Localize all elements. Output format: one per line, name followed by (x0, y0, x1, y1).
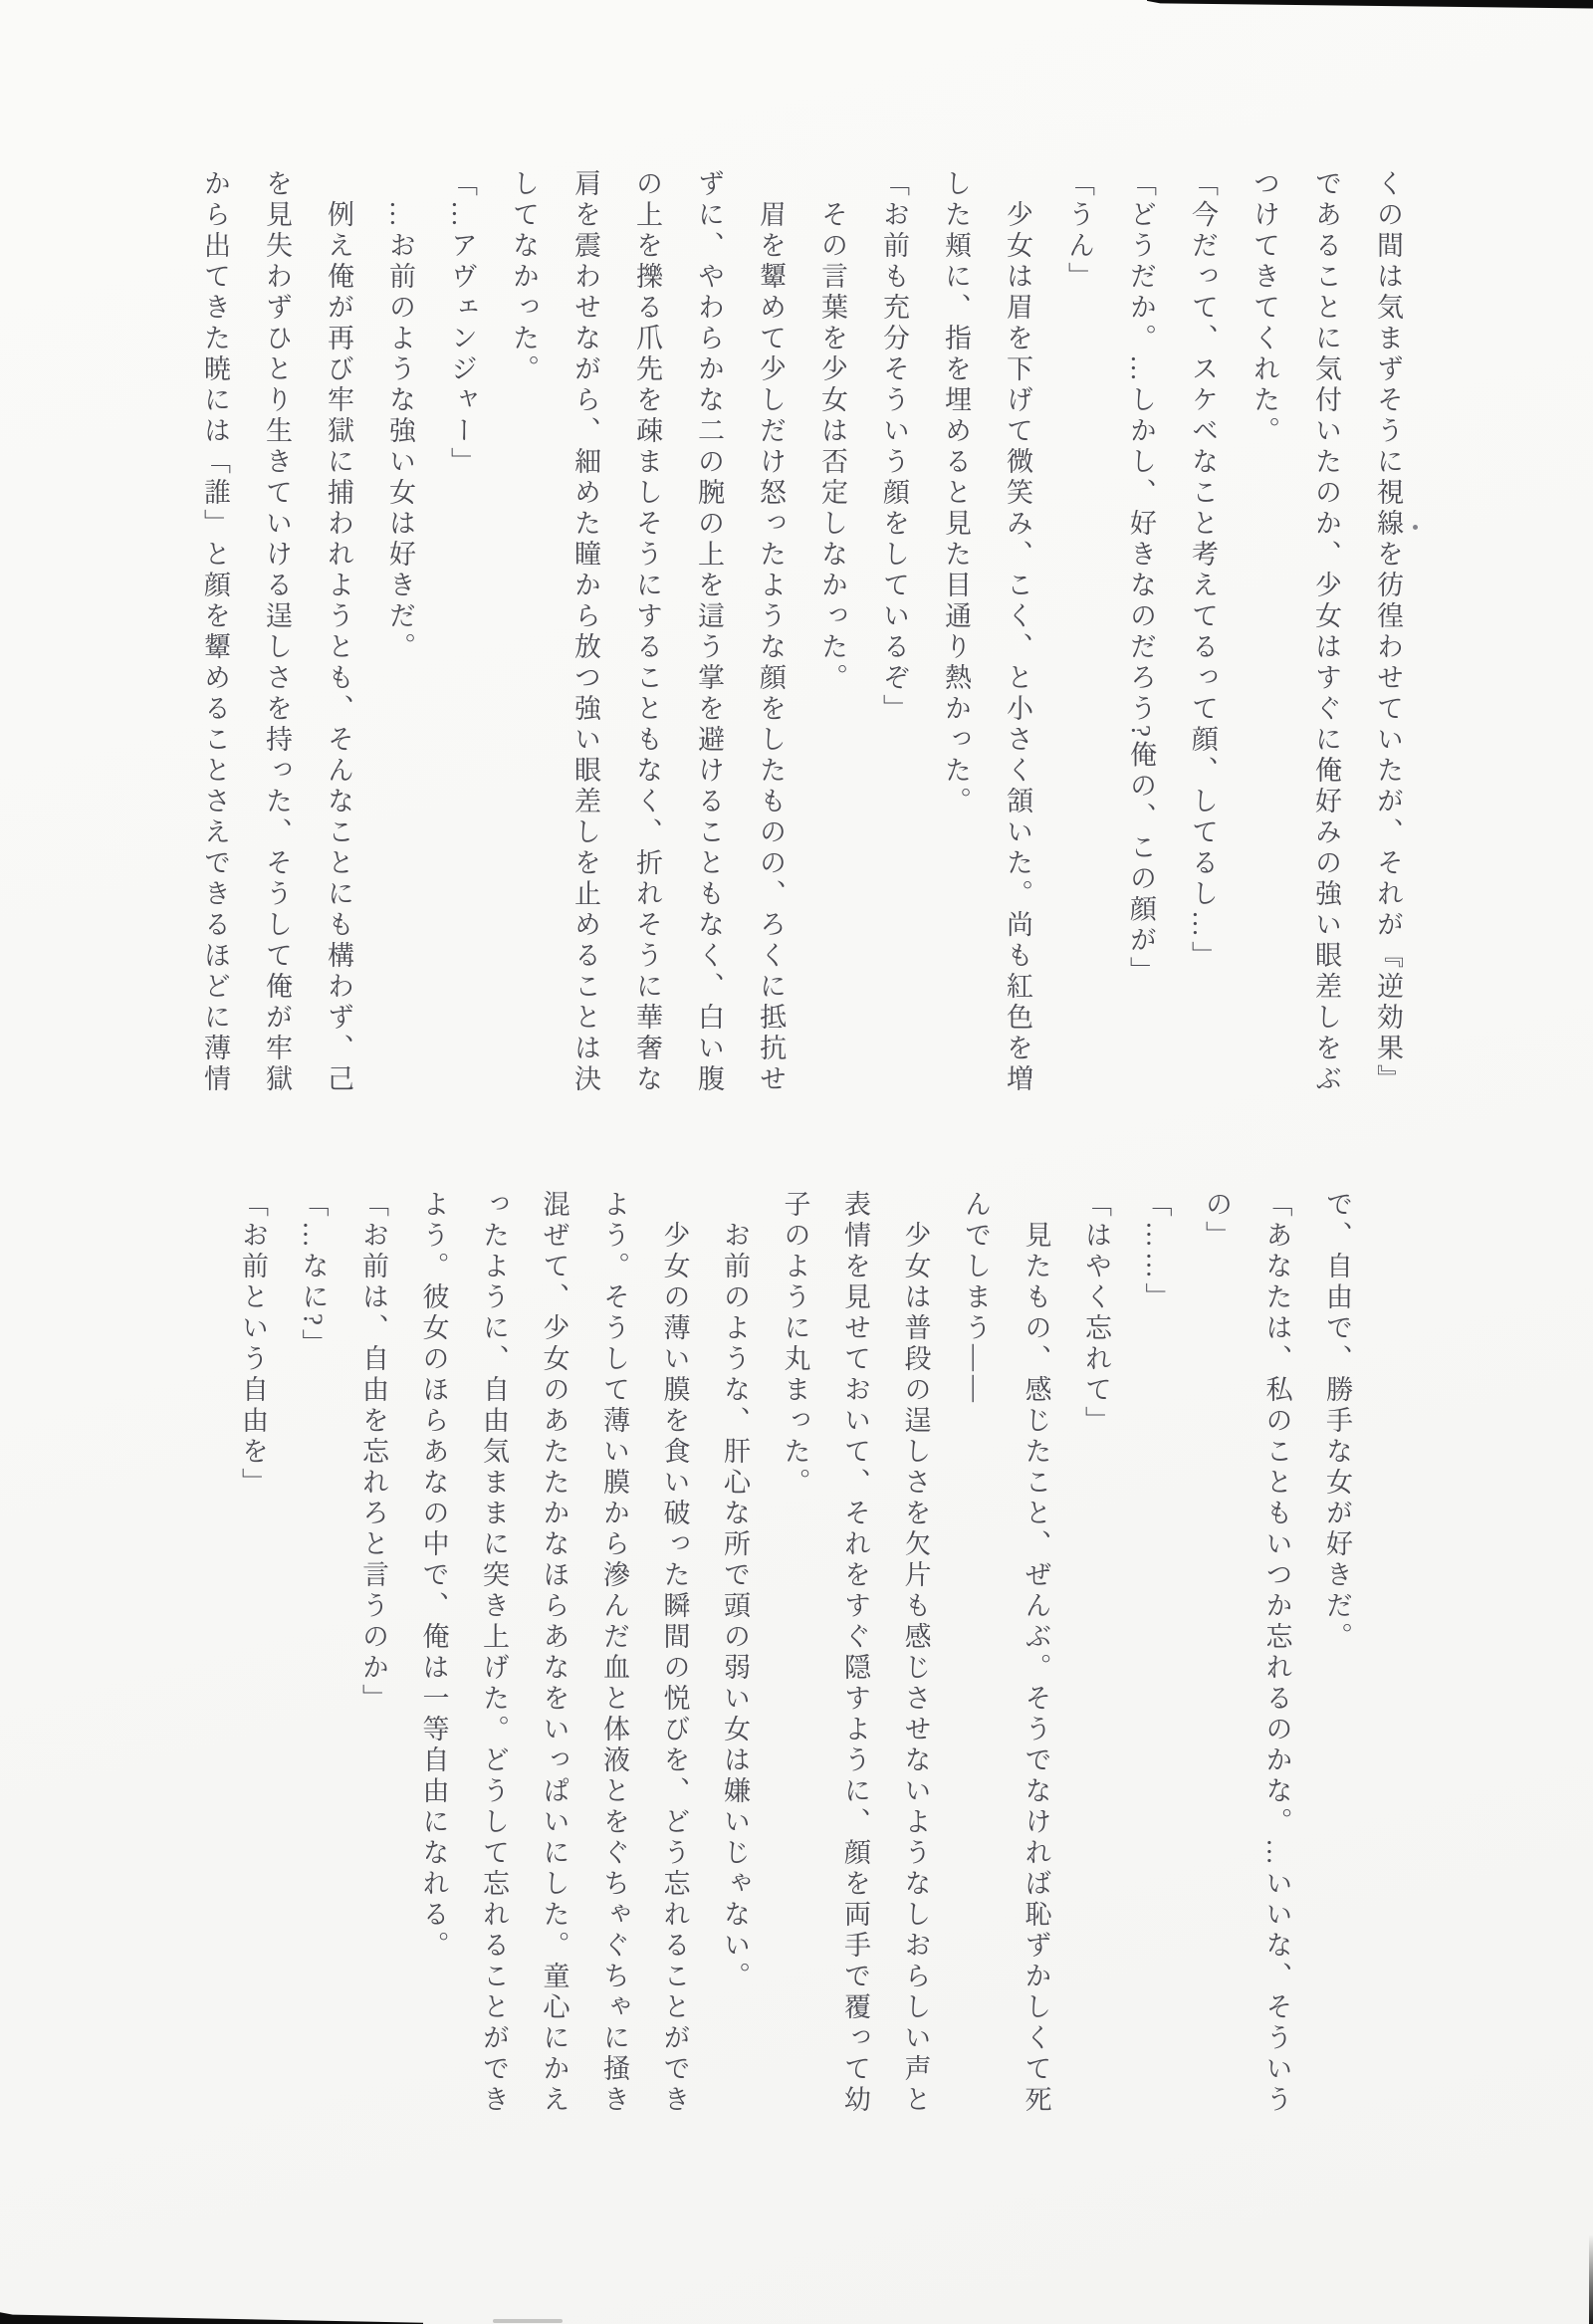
scan-edge-bottom-left (0, 2311, 423, 2324)
text-column: した頬に、指を埋めると見た目通り熱かった。 (941, 169, 971, 817)
text-column: の上を擽る爪先を疎ましそうにすることもなく、折れそうに華奢な (632, 169, 662, 1095)
text-column: 「はやく忘れて」 (1081, 1190, 1111, 1437)
scan-smudge-bottom (493, 2319, 563, 2323)
text-block-bottom (223, 1190, 1368, 2146)
text-column: 「…なに?」 (298, 1190, 329, 1360)
text-column: 肩を震わせながら、細めた瞳から放つ強い眼差しを止めることは決 (570, 169, 600, 1095)
text-column: 少女は眉を下げて微笑み、こく、と小さく頷いた。尚も紅色を増 (1003, 169, 1032, 1095)
text-column: よう。彼女のほらあなの中で、俺は一等自由になれる。 (418, 1190, 449, 1962)
text-column: 「どうだか。…しかし、好きなのだろう?俺の、この顔が」 (1126, 169, 1156, 988)
text-column: んでしまう―― (961, 1190, 991, 1406)
text-column: の」 (1202, 1190, 1232, 1252)
text-column: から出てきた暁には「誰」と顔を顰めることさえできるほどに薄情 (200, 169, 230, 1095)
text-column: 見たもの、感じたこと、ぜんぶ。そうでなければ恥ずかしくて死 (1021, 1190, 1051, 2116)
text-block-top (184, 169, 1419, 1130)
text-column: 「お前は、自由を忘れろと言うのか」 (358, 1190, 388, 1715)
text-column: 「お前も充分そういう顔をしているぞ」 (879, 169, 909, 725)
text-column: 表情を見せておいて、それをすぐ隠すように、顔を両手で覆って幼 (840, 1190, 870, 2116)
text-column: 少女は普段の逞しさを欠片も感じさせないようなしおらしい声と (900, 1190, 931, 2116)
text-column: 「今だって、スケベなこと考えてるって顔、してるし…」 (1188, 169, 1218, 972)
text-column: ったように、自由気ままに突き上げた。どうして忘れることができ (479, 1190, 509, 2116)
text-column: くの間は気まずそうに視線を彷徨わせていたが、それが『逆効果』 (1373, 169, 1403, 1095)
ink-speck (1413, 525, 1418, 530)
text-column: で、自由で、勝手な女が好きだ。 (1322, 1190, 1352, 1653)
text-column: であることに気付いたのか、少女はすぐに俺好みの強い眼差しをぶ (1311, 169, 1341, 1095)
text-column: ずに、やわらかな二の腕の上を這う掌を避けることもなく、白い腹 (694, 169, 724, 1095)
scan-edge-bottom-right (1589, 2234, 1593, 2324)
scan-edge-top-right (1147, 0, 1593, 9)
text-column: 例え俺が再び牢獄に捕われようとも、そんなことにも構わず、己 (324, 169, 353, 1095)
text-column: 「あなたは、私のこともいつか忘れるのかな。…いいな、そういう (1261, 1190, 1292, 2116)
text-column: 「……」 (1141, 1190, 1172, 1313)
text-column: してなかった。 (509, 169, 539, 385)
text-column: よう。そうして薄い膜から滲んだ血と体液とをぐちゃぐちゃに掻き (599, 1190, 629, 2116)
text-column: つけてきてくれた。 (1250, 169, 1279, 447)
text-column: 子のように丸まった。 (780, 1190, 810, 1499)
text-column: 「お前という自由を」 (238, 1190, 268, 1499)
text-column: 眉を顰めて少しだけ怒ったような顔をしたものの、ろくに抵抗せ (756, 169, 786, 1095)
text-column: を見失わずひとり生きていける逞しさを持った、そうして俺が牢獄 (262, 169, 292, 1095)
text-column: 混ぜて、少女のあたたかなほらあなをいっぱいにした。童心にかえ (539, 1190, 569, 2116)
text-column: お前のような、肝心な所で頭の弱い女は嫌いじゃない。 (720, 1190, 750, 1992)
text-column: その言葉を少女は否定しなかった。 (817, 169, 847, 694)
text-column: 「うん」 (1064, 169, 1094, 293)
text-column: 少女の薄い膜を食い破った瞬間の悦びを、どう忘れることができ (659, 1190, 690, 2116)
text-column: …お前のような強い女は好きだ。 (385, 169, 415, 663)
text-column: 「…アヴェンジャー」 (447, 169, 477, 478)
